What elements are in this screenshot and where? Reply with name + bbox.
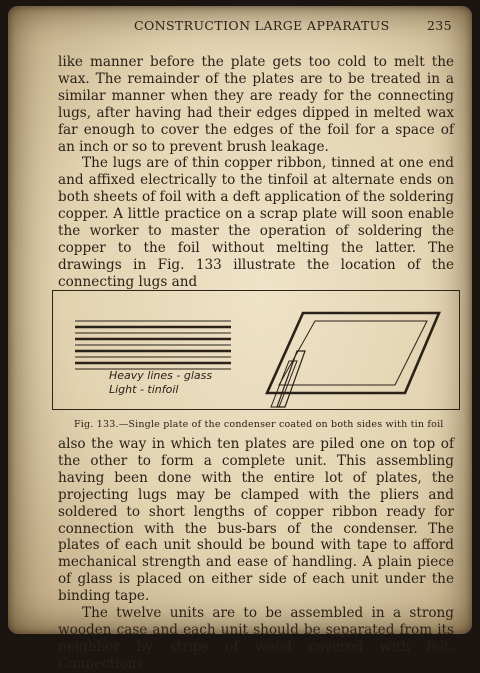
paragraph: The lugs are of thin copper ribbon, tinned at one end and affixed electrically to the tinfoil at alternate ends on both sheets of foil with a deft application of the soldering copper. A little practice on a scrap plate will soon enable the worker to master the operation of soldering the copper to the foil without melting the latter. The drawings in Fig. 133 illustrate the location of the connecting lugs and	[58, 155, 454, 290]
figure-133	[52, 290, 460, 410]
book-page	[8, 6, 472, 672]
perspective-plate	[267, 313, 439, 407]
paragraph: like manner before the plate gets too cold to melt the wax. The remainder of the plates are to be treated in a similar manner when they are ready for the connecting lugs, after having had their edges dipped in melted wax far enough to cover the edges of the foil for a space of an inch or so to prevent brush leakage.	[58, 54, 454, 155]
chapter-title: CONSTRUCTION LARGE APPARATUS	[134, 18, 390, 33]
body-text-bottom	[58, 436, 454, 673]
figure-legend-light: Light - tinfoil	[109, 383, 179, 396]
figure-caption: Fig. 133.—Single plate of the condenser coated on both sides with tin foil	[74, 419, 444, 430]
paragraph: The twelve units are to be assembled in a strong wooden case and each unit should be separated from its neighbor by strips of wood covered with felt. Connections	[58, 605, 454, 672]
edge-view-lines	[75, 321, 231, 369]
body-text-top	[58, 54, 454, 291]
figure-legend-heavy: Heavy lines - glass	[109, 369, 213, 382]
paragraph: also the way in which ten plates are piled one on top of the other to form a complete unit. This assembling having been done with the entire lot of plates, the projecting lugs may be clamped with the pliers and soldered to short lengths of copper ribbon ready for connection with the bus-bars of the condenser. The plates of each unit should be bound with tape to afford mechanical strength and ease of handling. A plain piece of glass is placed on either side of each unit under the binding tape.	[58, 436, 454, 605]
page-number: 235	[426, 18, 452, 33]
